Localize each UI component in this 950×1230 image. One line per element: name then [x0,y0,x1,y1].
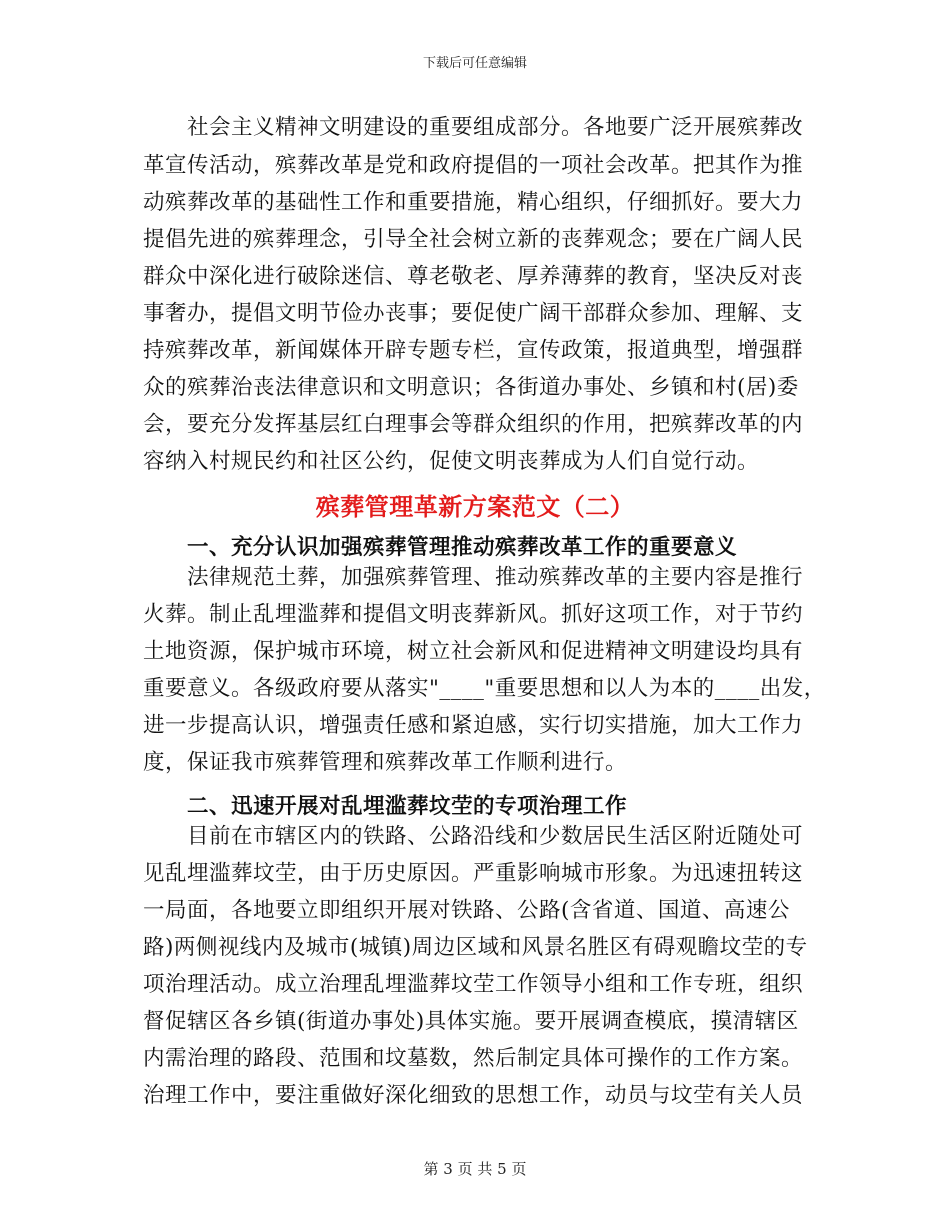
para3-line-6: 督促辖区各乡镇(街道办事处)具体实施。要开展调查模底，摸清辖区 [143,1009,799,1034]
subheading-2: 二、迅速开展对乱埋滥葬坟茔的专项治理工作 [187,794,628,819]
para1-line-6: 事奢办，提倡文明节俭办丧事；要促使广阔干部群众参加、理解、支 [143,301,804,326]
para3-line-1: 目前在市辖区内的铁路、公路沿线和少数居民生活区附近随处可 [187,824,804,849]
para1-line-2: 革宣传活动，殡葬改革是党和政府提倡的一项社会改革。把其作为推 [143,153,804,178]
para2-line-3: 土地资源，保护城市环境，树立社会新风和促进精神文明建设均具有 [143,639,804,664]
para3-line-8: 治理工作中，要注重做好深化细致的思想工作，动员与坟茔有关人员 [143,1083,804,1108]
para2-line-5: 进一步提高认识，增强责任感和紧迫感，实行切实措施，加大工作力 [143,713,804,738]
para2-line-4: 重要意义。各级政府要从落实"____"重要思想和以人为本的____出发， [143,676,826,701]
para3-line-4: 路)两侧视线内及城市(城镇)周边区域和风景名胜区有碍观瞻坟茔的专 [143,935,808,960]
para1-line-8: 众的殡葬治丧法律意识和文明意识；各街道办事处、乡镇和村(居)委 [143,375,799,400]
para1-line-1: 社会主义精神文明建设的重要组成部分。各地要广泛开展殡葬改 [187,115,804,140]
page-header-note: 下载后可任意编辑 [422,56,527,71]
para2-line-2: 火葬。制止乱埋滥葬和提倡文明丧葬新风。抓好这项工作，对于节约 [143,602,804,627]
page-footer-number: 第 3 页 共 5 页 [423,1160,527,1178]
para1-line-10: 容纳入村规民约和社区公约，促使文明丧葬成为人们自觉行动。 [143,449,760,474]
para1-line-7: 持殡葬改革，新闻媒体开辟专题专栏，宣传政策，报道典型，增强群 [143,338,804,363]
section-title: 殡葬管理革新方案范文（二） [315,492,635,521]
para1-line-4: 提倡先进的殡葬理念，引导全社会树立新的丧葬观念；要在广阔人民 [143,227,804,252]
para1-line-5: 群众中深化进行破除迷信、尊老敬老、厚养薄葬的教育，坚决反对丧 [143,264,804,289]
para3-line-2: 见乱埋滥葬坟茔，由于历史原因。严重影响城市形象。为迅速扭转这 [143,861,804,886]
para1-line-3: 动殡葬改革的基础性工作和重要措施，精心组织，仔细抓好。要大力 [143,190,804,215]
para3-line-5: 项治理活动。成立治理乱埋滥葬坟茔工作领导小组和工作专班，组织 [143,972,804,997]
subheading-1: 一、充分认识加强殡葬管理推动殡葬改革工作的重要意义 [187,535,738,560]
para2-line-6: 度，保证我市殡葬管理和殡葬改革工作顺利进行。 [143,750,628,775]
para1-line-9: 会，要充分发挥基层红白理事会等群众组织的作用，把殡葬改革的内 [143,412,804,437]
para2-line-1: 法律规范土葬，加强殡葬管理、推动殡葬改革的主要内容是推行 [187,565,804,590]
para3-line-7: 内需治理的路段、范围和坟墓数，然后制定具体可操作的工作方案。 [143,1046,804,1071]
para3-line-3: 一局面，各地要立即组织开展对铁路、公路(含省道、国道、高速公 [143,898,790,923]
